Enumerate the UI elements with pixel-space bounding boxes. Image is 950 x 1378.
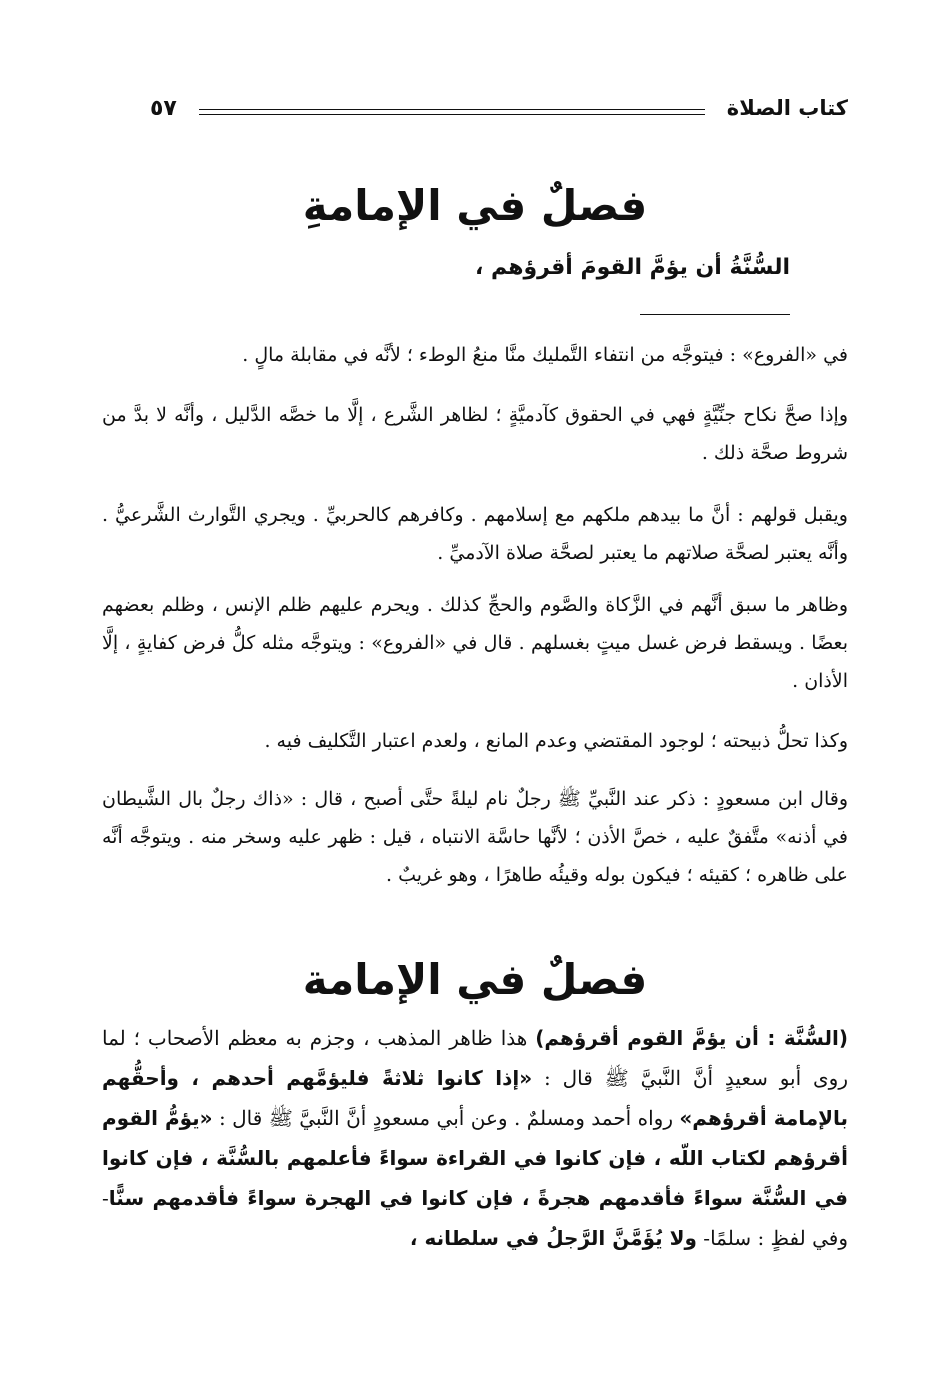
footnote-paragraph: وظاهر ما سبق أنَّهم في الزَّكاة والصَّوم والحجِّ كذلك . ويحرم عليهم ظلم الإنس ، وظلم بعضهم بعضًا . ويسقط فرض غسل ميتٍ بغسلهم . قال في «الفروع» : ويتوجَّه مثله كلُّ فرض كفايةٍ ، إلَّا الأذان .: [102, 594, 848, 692]
page-header: [150, 88, 848, 128]
section-heading: فصلٌ في الإمامة: [302, 955, 648, 1004]
footnote-paragraph: في «الفروع» : فيتوجَّه من انتفاء التَّمليك منَّا منعُ الوطء ؛ لأنَّه في مقابلة مالٍ .: [242, 344, 848, 366]
matn-text: السُّنَّةُ أن يؤمَّ القومَ أقرؤهم ،: [474, 255, 790, 280]
commentary-text: هذا ظاهر المذهب ، وجزم به معظم الأصحاب ؛ لما روى أبو سعيدٍ أنَّ النَّبيَّ ﷺ قال :: [102, 1026, 848, 1090]
section-heading: فصلٌ في الإمامةِ: [302, 181, 648, 230]
commentary-text: رواه أحمد ومسلمٌ . وعن أبي مسعودٍ أنَّ النَّبيَّ ﷺ قال :: [212, 1106, 680, 1130]
hadith-text: «إذا كانوا ثلاثةً فليؤمَّهم أحدهم ، وأحقُّهم بالإمامة أقرؤهم»: [102, 1066, 849, 1130]
page-number: ٥٧: [150, 95, 177, 121]
footnote-paragraph: وإذا صحَّ نكاح جنِّيَّةٍ فهي في الحقوق كآدميَّةٍ ؛ لظاهر الشَّرع ، إلَّا ما خصَّه الدَّليل ، وأنَّه لا بدَّ من شروط صحَّة ذلك .: [102, 404, 848, 464]
commentary-text: - وفي لفظٍ : سلمًا-: [102, 1186, 848, 1250]
hadith-text: ولا يُؤَمَّنَّ الرَّجلُ في سلطانه ،: [409, 1226, 697, 1250]
quoted-matn: (السُّنَّة : أن يؤمَّ القوم أقرؤهم): [535, 1026, 849, 1050]
footnote-separator: [640, 314, 790, 315]
hadith-text: «يؤمُّ القوم أقرؤهم لكتاب اللّه ، فإن كانوا في القراءة سواءً فأعلمهم بالسُّنَّة ، فإن كانوا في السُّنَّة سواءً فأقدمهم هجرةً ، فإن كانوا في الهجرة سواءً فأقدمهم سنًّا: [102, 1106, 848, 1210]
header-rule: [199, 109, 705, 115]
footnote-paragraph: وقال ابن مسعودٍ : ذكر عند النَّبيِّ ﷺ رجلٌ نام ليلةً حتَّى أصبح ، قال : «ذاك رجلٌ بال الشَّيطان في أذنه» متَّفقٌ عليه ، خصَّ الأذن ؛ لأنَّها حاسَّة الانتباه ، قيل : ظهر عليه وسخر منه . ويتوجَّه أنَّه على ظاهره ؛ كقيئه ؛ فيكون بوله وقيئُه طاهرًا ، وهو غريبٌ .: [102, 788, 848, 886]
running-title: كتاب الصلاة: [726, 96, 848, 120]
commentary-paragraph: [102, 1018, 848, 1258]
footnote-paragraph: ويقبل قولهم : أنَّ ما بيدهم ملكهم مع إسلامهم . وكافرهم كالحربيِّ . ويجري التَّوارث الشَّرعيُّ . وأنَّه يعتبر لصحَّة صلاتهم ما يعتبر لصحَّة صلاة الآدميِّ .: [102, 504, 848, 564]
footnote-paragraph: وكذا تحلُّ ذبيحته ؛ لوجود المقتضي وعدم المانع ، ولعدم اعتبار التَّكليف فيه .: [264, 730, 848, 752]
